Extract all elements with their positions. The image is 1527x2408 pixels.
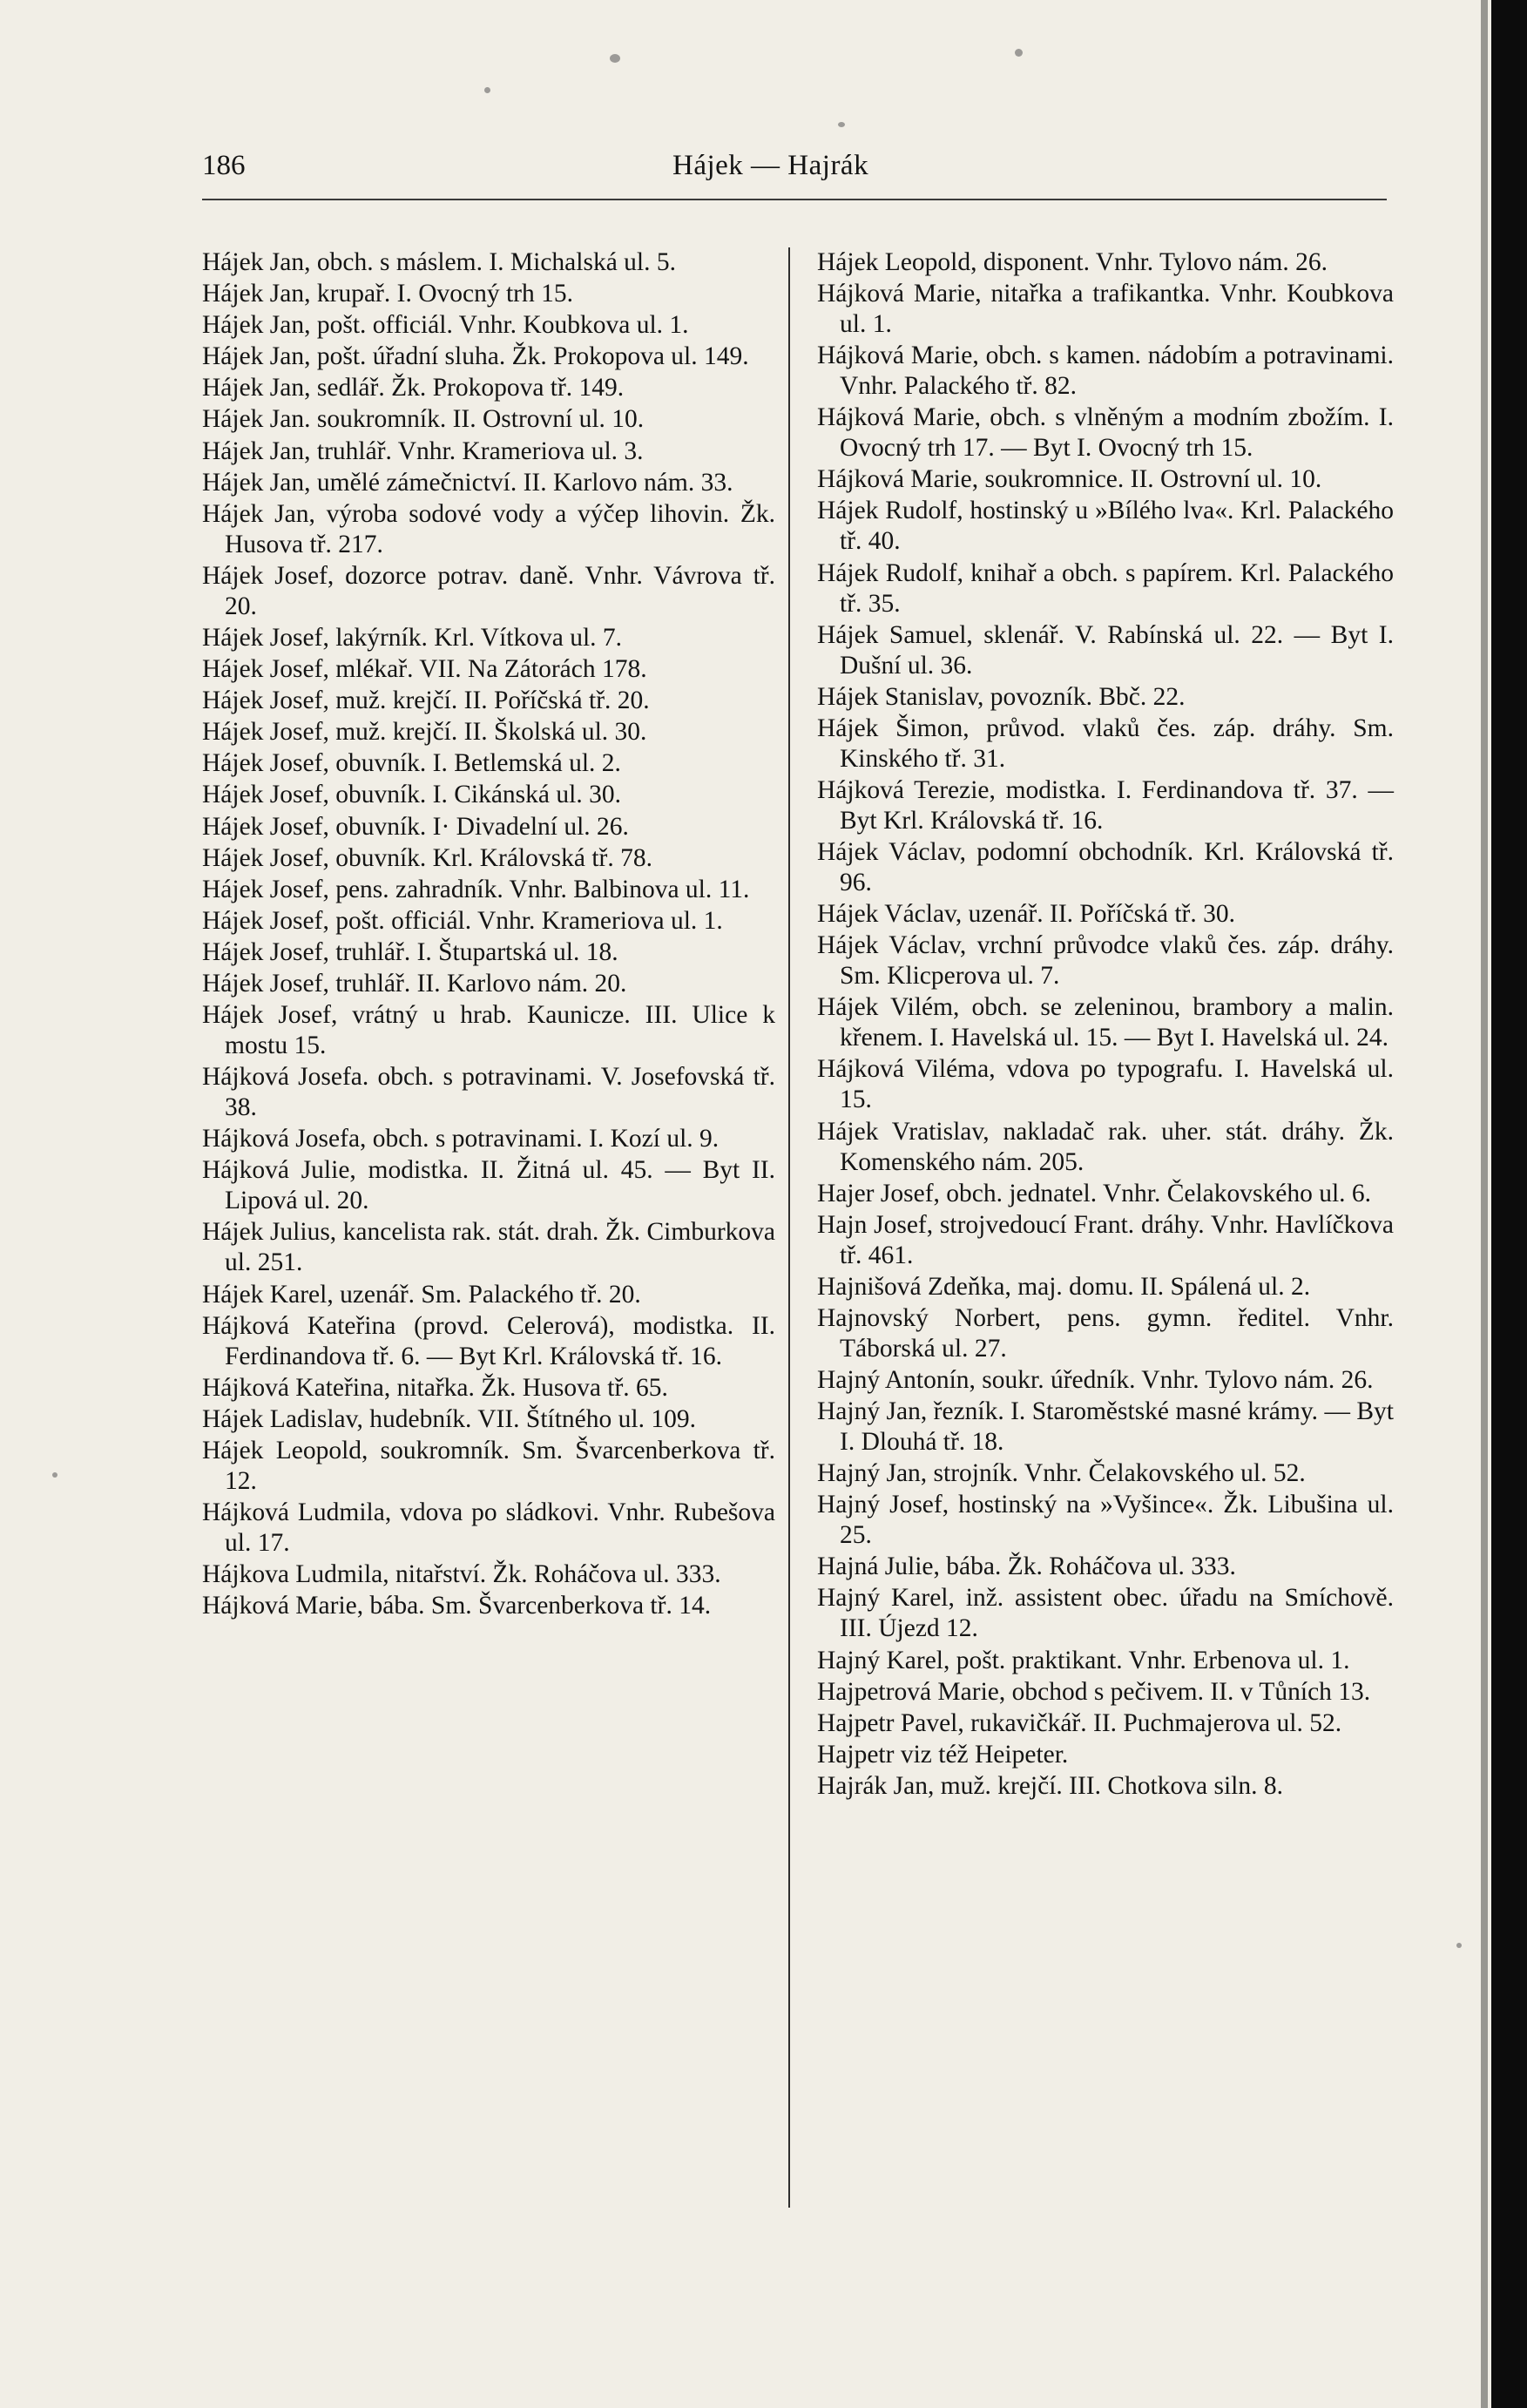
directory-entry: Hájek Josef, muž. krejčí. II. Školská ul. 30.: [202, 718, 647, 747]
directory-entry: Hájek Šimon, průvod. vlaků čes. záp. dráhy. Sm. Kinského tř. 31.: [817, 714, 1394, 773]
directory-entry: Hajný Josef, hostinský na »Vyšince«. Žk. Libušina ul. 25.: [817, 1491, 1394, 1550]
directory-entry: Hajná Julie, bába. Žk. Roháčova ul. 333.: [817, 1552, 1236, 1581]
directory-entry: Hájková Marie, bába. Sm. Švarcenberkova tř. 14.: [202, 1592, 712, 1620]
directory-entry: Hajpetr viz též Heipeter.: [817, 1740, 1069, 1769]
directory-entry: Hájek Stanislav, povozník. Bbč. 22.: [817, 682, 1186, 711]
directory-entry: Hájek Josef, truhlář. I. Štupartská ul. 18.: [202, 937, 618, 966]
scan-speck: [1015, 49, 1023, 57]
directory-entry: Hájek Rudolf, hostinský u »Bílého lva«. Krl. Palackého tř. 40.: [817, 497, 1394, 556]
directory-entry: Hajnovský Norbert, pens. gymn. ředitel. Vnhr. Táborská ul. 27.: [817, 1303, 1394, 1363]
directory-entry: Hajný Jan, strojník. Vnhr. Čelakovského ul. 52.: [817, 1459, 1306, 1488]
directory-entry: Hájková Ludmila, vdova po sládkovi. Vnhr. Rubešova ul. 17.: [202, 1498, 775, 1557]
directory-entry: Hájek Josef, pošt. officiál. Vnhr. Krameriova ul. 1.: [202, 906, 723, 935]
directory-entry: Hájek Jan, výroba sodové vody a výčep lihovin. Žk. Husova tř. 217.: [202, 499, 775, 558]
directory-entry: Hajpetrová Marie, obchod s pečivem. II. v Tůních 13.: [817, 1677, 1371, 1706]
directory-entry: Hájek Jan, truhlář. Vnhr. Krameriova ul. 3.: [202, 436, 644, 465]
directory-entry: Hájková Marie, obch. s kamen. nádobím a potravinami. Vnhr. Palackého tř. 82.: [817, 342, 1394, 401]
directory-entry: Hajnišová Zdeňka, maj. domu. II. Spálená ul. 2.: [817, 1272, 1311, 1301]
directory-entry: Hájek Josef, obuvník. I. Cikánská ul. 30.: [202, 781, 621, 809]
directory-entry: Hájek Jan, umělé zámečnictví. II. Karlovo nám. 33.: [202, 468, 733, 497]
directory-entry: Hájková Kateřina, nitařka. Žk. Husova tř. 65.: [202, 1373, 668, 1402]
directory-entry: Hájková Josefa, obch. s potravinami. I. Kozí ul. 9.: [202, 1125, 720, 1153]
directory-entry: Hajný Karel, pošt. praktikant. Vnhr. Erbenova ul. 1.: [817, 1646, 1350, 1674]
directory-entry: Hájek Vratislav, nakladač rak. uher. stát. dráhy. Žk. Komenského nám. 205.: [817, 1117, 1394, 1176]
directory-entry: Hájek Jan, sedlář. Žk. Prokopova tř. 149.: [202, 374, 625, 402]
directory-entry: Hájek Leopold, disponent. Vnhr. Tylovo nám. 26.: [817, 248, 1328, 276]
directory-entry: Hájek Jan, krupař. I. Ovocný trh 15.: [202, 280, 573, 308]
directory-entry: Hájková Josefa. obch. s potravinami. V. Josefovská tř. 38.: [202, 1063, 775, 1122]
directory-entry: Hájková Julie, modistka. II. Žitná ul. 45. — Byt II. Lipová ul. 20.: [202, 1156, 775, 1215]
directory-entry: Hajn Josef, strojvedoucí Frant. dráhy. Vnhr. Havlíčkova tř. 461.: [817, 1210, 1394, 1269]
directory-entry: Hájková Marie, nitařka a trafikantka. Vnhr. Koubkova ul. 1.: [817, 280, 1394, 339]
directory-entry: Hájek Vilém, obch. se zeleninou, brambory a malin. křenem. I. Havelská ul. 15. — Byt I. Havelská ul. 24.: [817, 993, 1394, 1052]
directory-entry: Hájek Václav, uzenář. II. Poříčská tř. 30.: [817, 900, 1236, 929]
scan-speck: [52, 1472, 57, 1478]
directory-entry: Hájek Samuel, sklenář. V. Rabínská ul. 22. — Byt I. Dušní ul. 36.: [817, 620, 1394, 680]
directory-entry: Hájek Jan, obch. s máslem. I. Michalská ul. 5.: [202, 248, 676, 276]
header-rule: [202, 199, 1387, 200]
column-divider: [788, 247, 790, 2208]
directory-entry: Hájek Josef, dozorce potrav. daně. Vnhr. Vávrova tř. 20.: [202, 561, 775, 620]
directory-entry: Hájek Josef, muž. krejčí. II. Poříčská tř. 20.: [202, 687, 650, 715]
right-column: [817, 247, 1394, 1803]
left-column: [202, 247, 775, 1622]
directory-entry: Hajpetr Pavel, rukavičkář. II. Puchmajerova ul. 52.: [817, 1708, 1342, 1737]
page-header: [202, 150, 1382, 193]
directory-entry: Hajný Jan, řezník. I. Staroměstské masné krámy. — Byt I. Dlouhá tř. 18.: [817, 1397, 1394, 1457]
directory-entry: Hajrák Jan, muž. krejčí. III. Chotkova siln. 8.: [817, 1771, 1283, 1800]
directory-entry: Hajný Antonín, soukr. úředník. Vnhr. Tylovo nám. 26.: [817, 1365, 1374, 1394]
directory-entry: Hájková Marie, obch. s vlněným a modním zbožím. I. Ovocný trh 17. — Byt I. Ovocný trh 15.: [817, 403, 1394, 463]
scan-speck: [1456, 1943, 1462, 1948]
directory-entry: Hajný Karel, inž. assistent obec. úřadu na Smíchově. III. Újezd 12.: [817, 1584, 1394, 1643]
directory-entry: Hájek Josef, pens. zahradník. Vnhr. Balbinova ul. 11.: [202, 875, 750, 903]
scan-speck: [610, 54, 620, 63]
scan-speck: [838, 122, 845, 127]
directory-entry: Hájek Josef, obuvník. I· Divadelní ul. 26.: [202, 812, 629, 841]
directory-entry: Hájkova Ludmila, nitařství. Žk. Roháčova ul. 333.: [202, 1560, 721, 1589]
directory-entry: Hájek Josef, obuvník. I. Betlemská ul. 2.: [202, 749, 621, 778]
directory-entry: Hájek Václav, vrchní průvodce vlaků čes. záp. dráhy. Sm. Klicperova ul. 7.: [817, 931, 1394, 991]
scan-speck: [484, 87, 490, 93]
directory-entry: Hájková Terezie, modistka. I. Ferdinandova tř. 37. — Byt Krl. Královská tř. 16.: [817, 775, 1394, 835]
directory-entry: Hájek Jan, pošt. úřadní sluha. Žk. Prokopova ul. 149.: [202, 342, 749, 371]
directory-entry: Hájková Marie, soukromnice. II. Ostrovní ul. 10.: [817, 465, 1322, 494]
directory-entry: Hájková Viléma, vdova po typografu. I. Havelská ul. 15.: [817, 1055, 1394, 1114]
directory-entry: Hájek Václav, podomní obchodník. Krl. Královská tř. 96.: [817, 838, 1394, 897]
directory-entry: Hájek Josef, truhlář. II. Karlovo nám. 20.: [202, 969, 627, 998]
directory-entry: Hájek Jan, pošt. officiál. Vnhr. Koubkova ul. 1.: [202, 311, 689, 340]
directory-entry: Hájek Ladislav, hudebník. VII. Štítného ul. 109.: [202, 1404, 696, 1433]
scan-edge-shadow: [1481, 0, 1488, 2408]
scan-border: [1491, 0, 1527, 2408]
directory-entry: Hajer Josef, obch. jednatel. Vnhr. Čelakovského ul. 6.: [817, 1179, 1372, 1207]
directory-entry: Hájek Karel, uzenář. Sm. Palackého tř. 20.: [202, 1280, 641, 1309]
directory-entry: Hájek Josef, lakýrník. Krl. Vítkova ul. 7.: [202, 623, 623, 652]
directory-entry: Hájek Jan. soukromník. II. Ostrovní ul. 10.: [202, 405, 645, 434]
directory-entry: Hájek Josef, obuvník. Krl. Královská tř. 78.: [202, 843, 652, 872]
running-head: Hájek — Hajrák: [672, 150, 869, 181]
directory-entry: Hájek Rudolf, knihař a obch. s papírem. Krl. Palackého tř. 35.: [817, 558, 1394, 618]
directory-entry: Hájek Julius, kancelista rak. stát. drah. Žk. Cimburkova ul. 251.: [202, 1218, 775, 1277]
directory-entry: Hájek Josef, vrátný u hrab. Kaunicze. III. Ulice k mostu 15.: [202, 1001, 775, 1060]
page-number: 186: [202, 150, 246, 181]
directory-entry: Hájek Josef, mlékař. VII. Na Zátorách 178.: [202, 655, 647, 684]
directory-entry: Hájek Leopold, soukromník. Sm. Švarcenberkova tř. 12.: [202, 1436, 775, 1495]
directory-entry: Hájková Kateřina (provd. Celerová), modistka. II. Ferdinandova tř. 6. — Byt Krl. Královská tř. 16.: [202, 1311, 775, 1370]
